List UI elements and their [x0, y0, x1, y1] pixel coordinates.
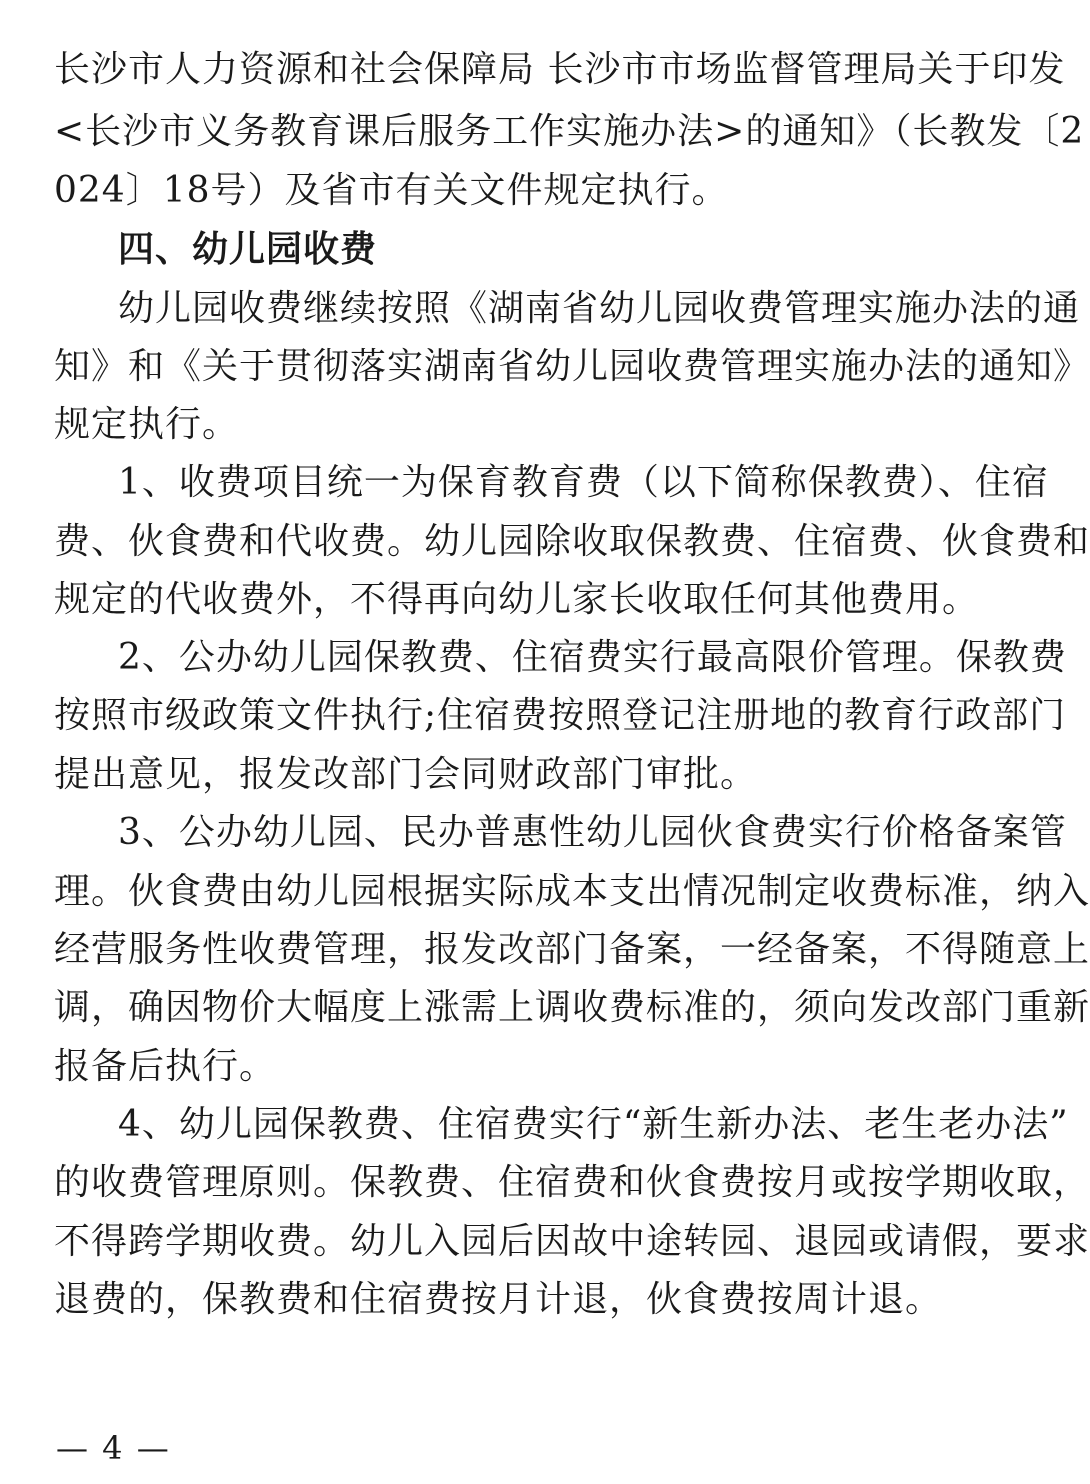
text-line: 2、公办幼儿园保教费、住宿费实行最高限价管理。保教费 [118, 637, 1067, 678]
text-line: 退费的，保教费和住宿费按月计退，伙食费按周计退。 [54, 1279, 943, 1320]
text-line: 规定的代收费外，不得再向幼儿家长收取任何其他费用。 [54, 579, 980, 620]
text-line: 的收费管理原则。保教费、住宿费和伙食费按月或按学期收取， [54, 1162, 1090, 1203]
text-line: 提出意见，报发改部门会同财政部门审批。 [54, 754, 758, 795]
text-line: <长沙市义务教育课后服务工作实施办法>的通知》（长教发〔2 [54, 111, 1085, 152]
text-line: 3、公办幼儿园、民办普惠性幼儿园伙食费实行价格备案管 [118, 812, 1067, 853]
text-line: 4、幼儿园保教费、住宿费实行“新生新办法、老生老办法” [118, 1104, 1069, 1145]
text-line: 经营服务性收费管理，报发改部门备案，一经备案，不得随意上 [54, 929, 1090, 970]
text-line: 调，确因物价大幅度上涨需上调收费标准的，须向发改部门重新 [54, 987, 1090, 1028]
text-line: 按照市级政策文件执行;住宿费按照登记注册地的教育行政部门 [54, 695, 1067, 736]
text-line: 024〕18号）及省市有关文件规定执行。 [54, 170, 729, 211]
text-line: 费、伙食费和代收费。幼儿园除收取保教费、住宿费、伙食费和 [54, 521, 1090, 562]
text-line: 不得跨学期收费。幼儿入园后因故中途转园、退园或请假，要求 [54, 1221, 1090, 1262]
text-line: 理。伙食费由幼儿园根据实际成本支出情况制定收费标准，纳入 [54, 871, 1090, 912]
text-line: 幼儿园收费继续按照《湖南省幼儿园收费管理实施办法的通 [118, 288, 1081, 329]
text-line: 知》和《关于贯彻落实湖南省幼儿园收费管理实施办法的通知》 [54, 346, 1090, 387]
text-line: 1、收费项目统一为保育教育费（以下简称保教费）、住宿 [118, 462, 1049, 503]
text-line: 长沙市人力资源和社会保障局 长沙市市场监督管理局关于印发 [54, 49, 1066, 90]
section-heading: 四、幼儿园收费 [118, 229, 378, 270]
page-number: — 4 — [56, 1429, 171, 1467]
text-line: 报备后执行。 [54, 1046, 277, 1087]
text-line: 规定执行。 [54, 404, 240, 445]
